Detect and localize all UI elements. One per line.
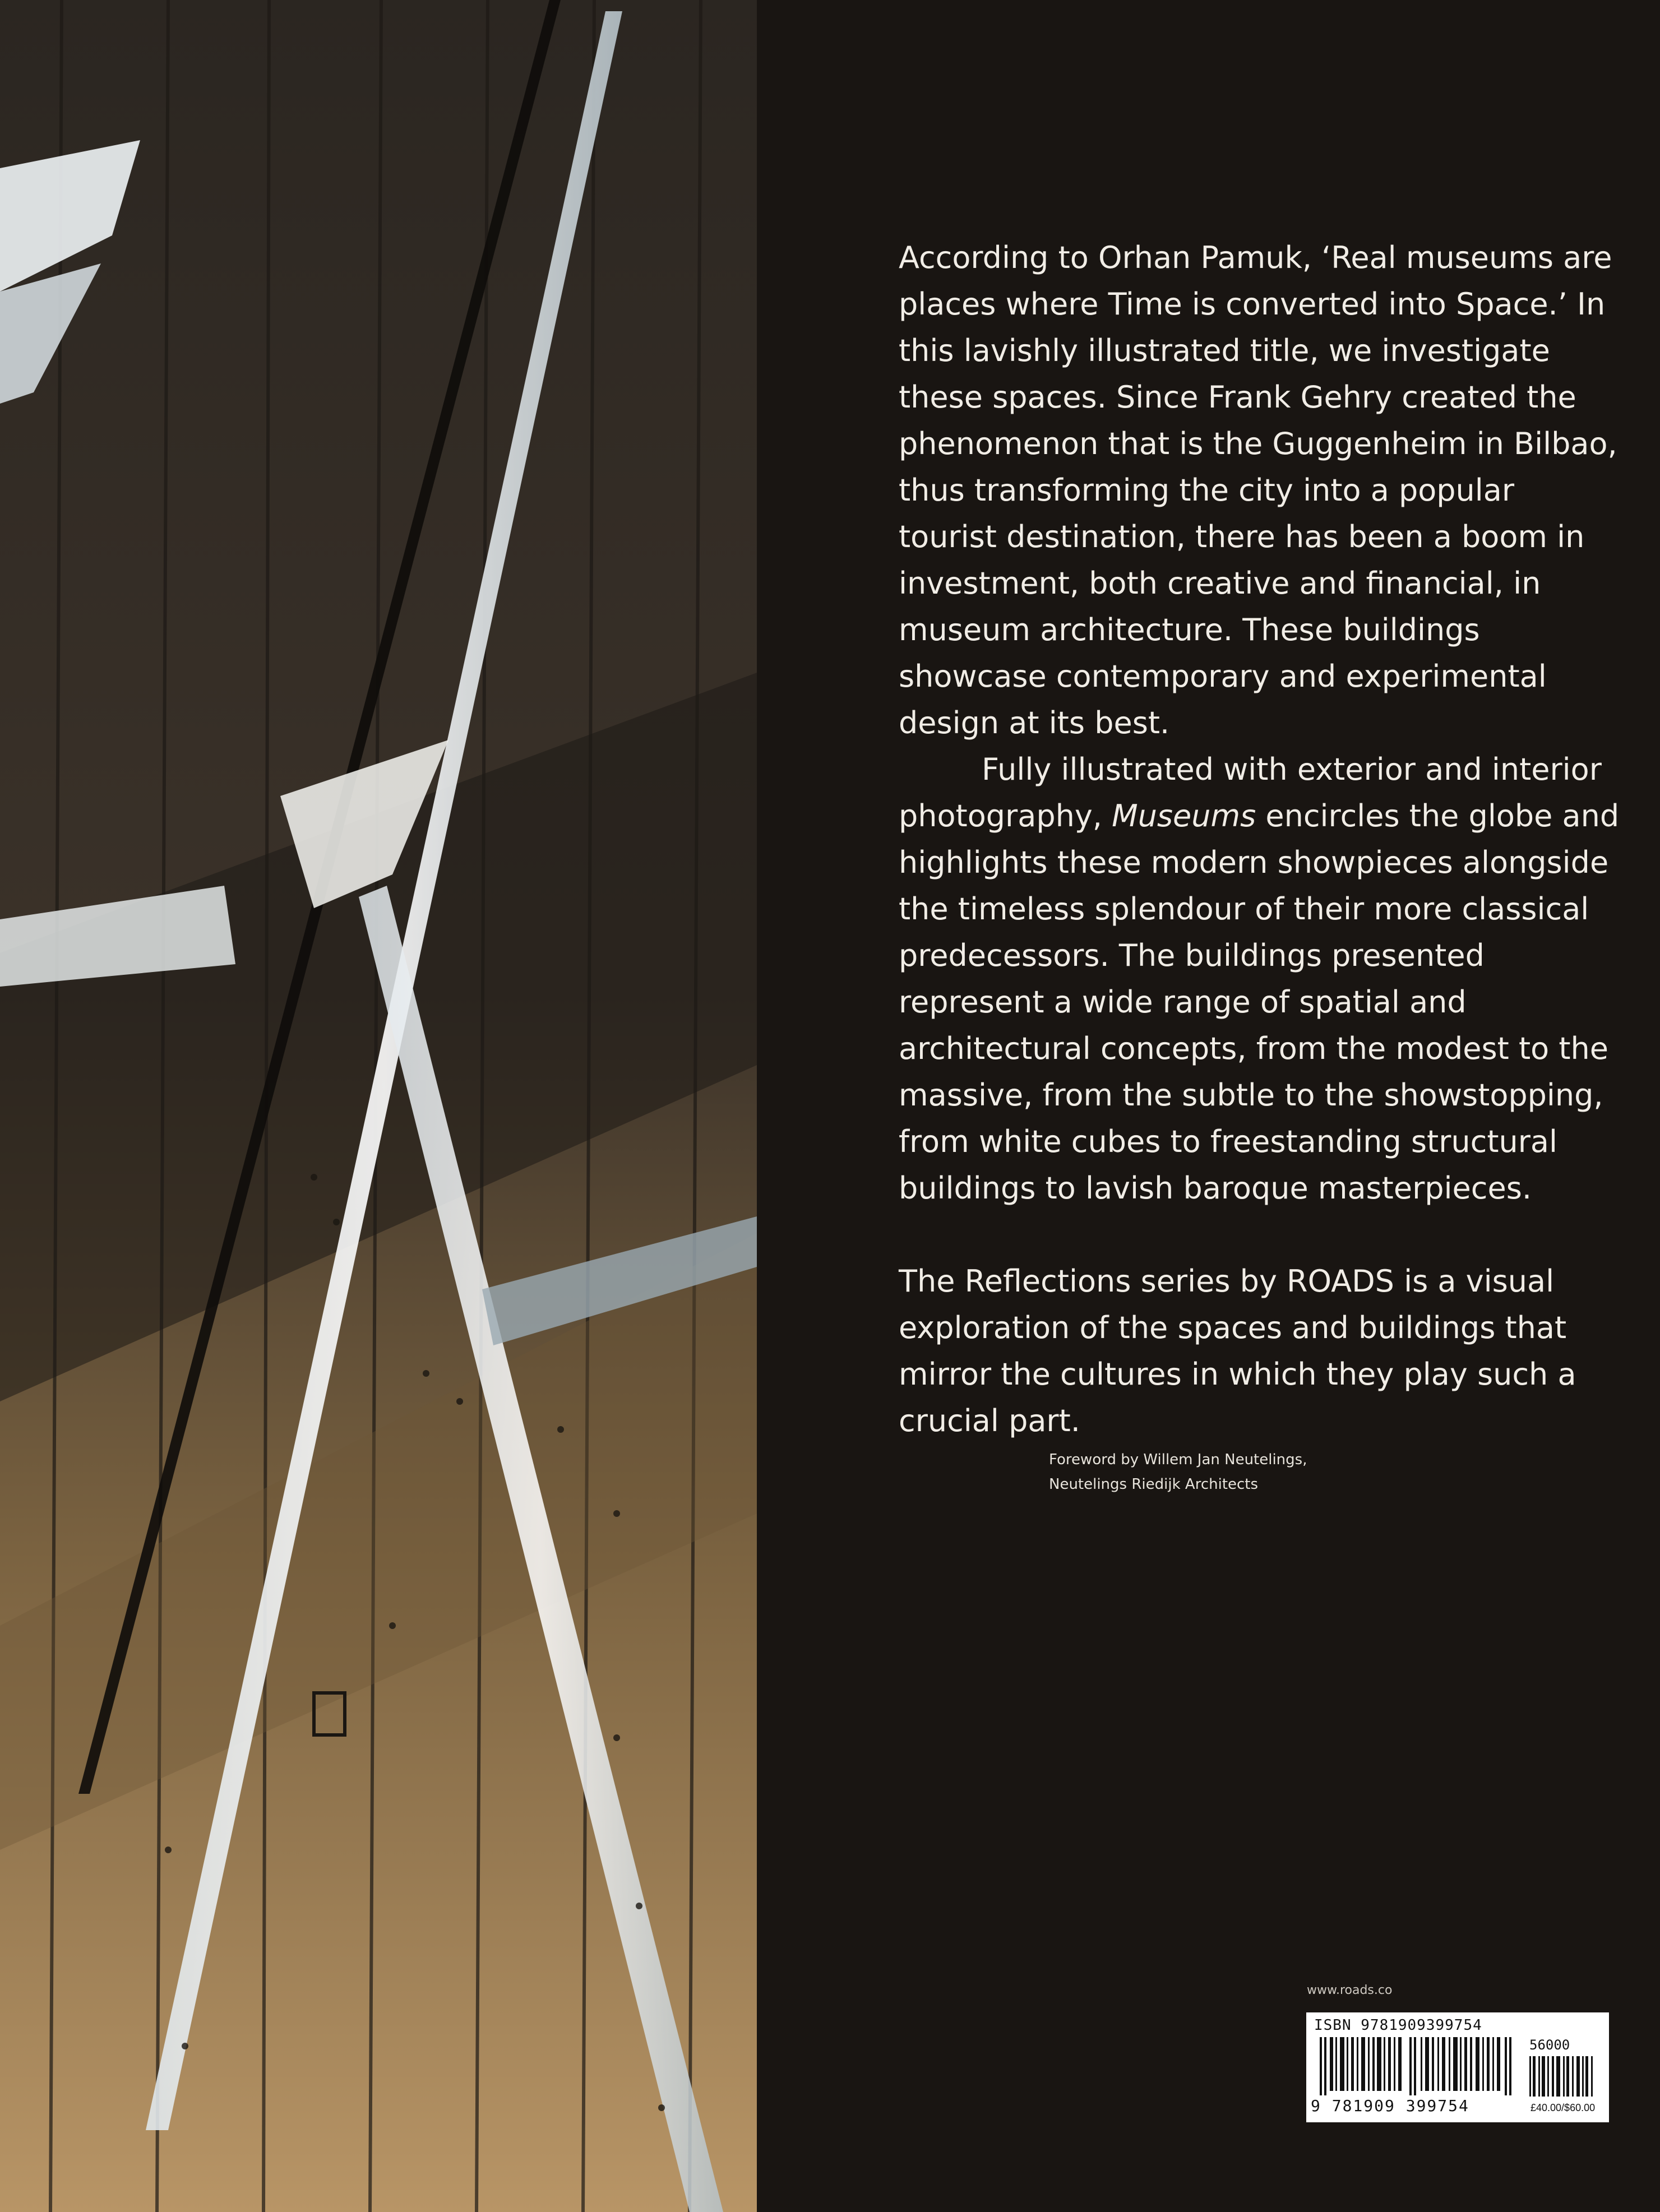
- ean-digits: 9 781909 399754: [1311, 2097, 1469, 2115]
- blurb-paragraph-2-end: encircles the globe and highlights these modern showpieces alongside the timeless splendour of their more classical predecessors. The buildings presented represent a wide range of spatial and architectural concepts, from the modest to the massive, from the subtle to the showstopping, from white cubes to freestanding structural buildings to lavish baroque masterpieces.: [899, 798, 1620, 1206]
- blurb-paragraph-1: According to Orhan Pamuk, ‘Real museums are places where Time is converted into Space.’ In this lavishly illustrated title, we investigate these spaces. Since Frank Gehry created the phenomenon that is the Guggenheim in Bilbao, thus transforming the city into a popular tourist destination, there has been a boom in investment, both creative and financial, in museum architecture. These buildings showcase contemporary and experimental design at its best.: [899, 240, 1617, 741]
- foreword-credit: [1049, 1447, 1441, 1497]
- blurb-paragraph-2-start: Fully illustrated with exterior and interior photography,: [899, 752, 1602, 834]
- back-cover-blurb: [899, 234, 1622, 1444]
- isbn-label: ISBN 9781909399754: [1314, 2017, 1482, 2034]
- foreword-line-2: Neutelings Riedijk Architects: [1049, 1476, 1259, 1493]
- price-code: 56000: [1529, 2037, 1570, 2053]
- blurb-series-note: The Reflections series by ROADS is a visual exploration of the spaces and buildings that mirror the cultures in which they play such a crucial part.: [899, 1264, 1576, 1438]
- blurb-paragraph-2: [899, 746, 1622, 1211]
- cover-photo: [0, 0, 757, 2212]
- museum-interior-illustration: [0, 0, 757, 2212]
- addon-barcode-bars: [1529, 2056, 1597, 2097]
- isbn-barcode: [1306, 2012, 1609, 2122]
- book-title-italic: Museums: [1112, 798, 1256, 834]
- ean-barcode-bars: [1314, 2037, 1522, 2095]
- foreword-line-1: Foreword by Willem Jan Neutelings,: [1049, 1451, 1307, 1468]
- retail-price: £40.00/$60.00: [1530, 2102, 1596, 2113]
- publisher-website: www.roads.co: [1307, 1983, 1393, 1997]
